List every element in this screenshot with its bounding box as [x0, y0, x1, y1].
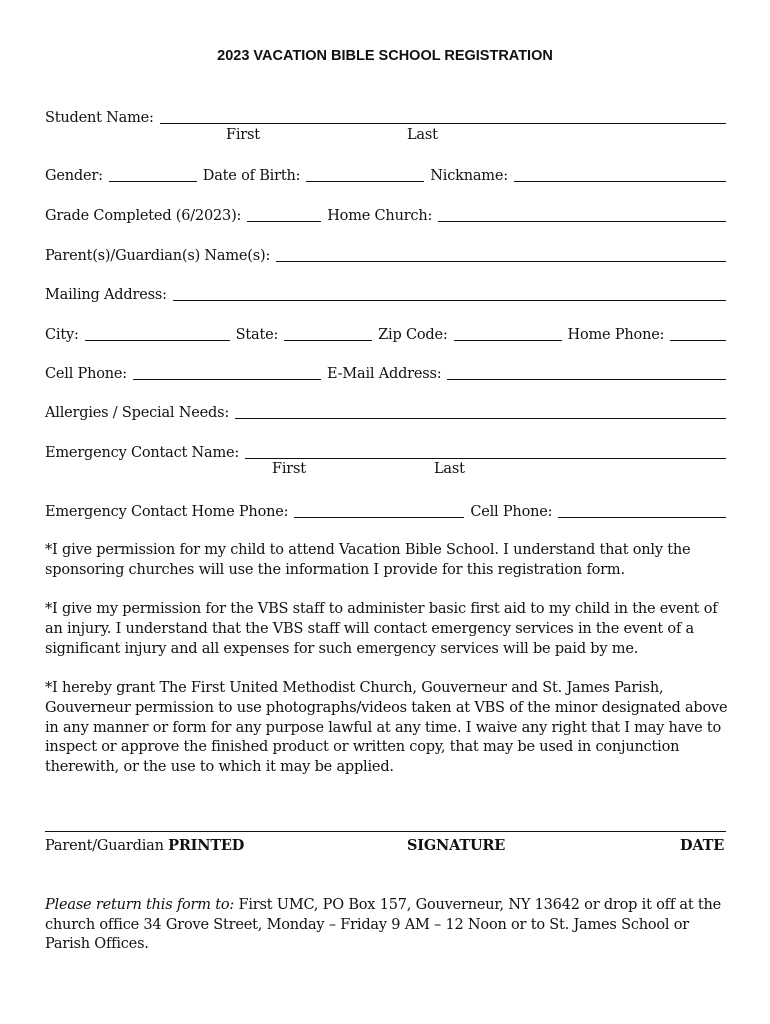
form-title: 2023 VACATION BIBLE SCHOOL REGISTRATION [217, 48, 553, 64]
allergies-row [45, 402, 726, 422]
gender-row [45, 165, 726, 185]
mailing-row [45, 284, 726, 304]
home-phone-label: Home Phone: [567, 327, 665, 343]
parents-label: Parent(s)/Guardian(s) Name(s): [45, 248, 271, 264]
printed-text: PRINTED [168, 837, 245, 854]
emergency-cell-phone-field[interactable] [558, 503, 726, 518]
parent-guardian-text: Parent/Guardian [45, 838, 169, 854]
cell-email-row [45, 363, 726, 383]
allergies-field[interactable] [235, 404, 726, 419]
emergency-name-field[interactable] [245, 444, 726, 459]
emergency-home-phone-label: Emergency Contact Home Phone: [45, 504, 289, 520]
permission-first-aid: *I give my permission for the VBS staff to administer basic first aid to my child in the event of an injury. I understand that the VBS staff will contact emergency services in the event of a significant injury and all expenses for such emergency services will be paid by me. [45, 601, 718, 657]
date-caption: DATE [680, 837, 725, 854]
student-first-caption: First [226, 127, 260, 143]
state-label: State: [235, 327, 279, 343]
nickname-field[interactable] [514, 167, 726, 182]
nickname-label: Nickname: [430, 168, 508, 184]
city-label: City: [45, 327, 79, 343]
emergency-name-row [45, 442, 726, 462]
cell-phone-field[interactable] [133, 365, 321, 380]
dob-label: Date of Birth: [202, 168, 301, 184]
student-name-row [45, 107, 726, 127]
parents-row [45, 245, 726, 265]
emergency-phone-row [45, 501, 726, 521]
home-phone-field[interactable] [670, 326, 726, 341]
allergies-label: Allergies / Special Needs: [45, 405, 230, 421]
return-lead: Please return this form to: [45, 897, 235, 913]
grade-field[interactable] [247, 207, 321, 222]
emergency-cell-phone-label: Cell Phone: [470, 504, 553, 520]
mailing-field[interactable] [173, 286, 726, 301]
student-name-field[interactable] [160, 109, 726, 124]
parents-field[interactable] [276, 247, 726, 262]
emergency-first-caption: First [272, 461, 306, 477]
mailing-label: Mailing Address: [45, 287, 167, 303]
dob-field[interactable] [306, 167, 424, 182]
home-church-field[interactable] [438, 207, 726, 222]
grade-row [45, 205, 726, 225]
state-field[interactable] [284, 326, 372, 341]
signature-line[interactable] [45, 831, 726, 832]
home-church-label: Home Church: [327, 208, 433, 224]
signature-caption: SIGNATURE [407, 837, 506, 854]
emergency-name-label: Emergency Contact Name: [45, 445, 240, 461]
permission-photos: *I hereby grant The First United Methodist Church, Gouverneur and St. James Parish, Gouverneur permission to use photographs/videos taken at VBS of the minor designated above in any manner or form for any purpose lawful at any time. I waive any right that I may have to inspect or approve the finished product or written copy, that may be used in conjunction therewith, or the use to which it may be applied. [45, 680, 728, 776]
gender-label: Gender: [45, 168, 103, 184]
student-last-caption: Last [407, 127, 438, 143]
student-name-label: Student Name: [45, 110, 154, 126]
permission-attend: *I give permission for my child to attend Vacation Bible School. I understand that only the sponsoring churches will use the information I provide for this registration form. [45, 542, 691, 578]
emergency-home-phone-field[interactable] [294, 503, 464, 518]
email-label: E-Mail Address: [327, 366, 442, 382]
zip-label: Zip Code: [378, 327, 448, 343]
city-field[interactable] [85, 326, 230, 341]
grade-label: Grade Completed (6/2023): [45, 208, 242, 224]
return-instructions [45, 896, 735, 955]
printed-name-caption [45, 837, 244, 854]
cell-phone-label: Cell Phone: [45, 366, 127, 382]
return-details: First UMC, PO Box 157, Gouverneur, NY 13642 or drop it off at the church office 34 Grove Street, Monday – Friday 9 AM – 12 Noon or to St. James School or Parish Offices. [45, 897, 722, 952]
emergency-last-caption: Last [434, 461, 465, 477]
gender-field[interactable] [109, 167, 197, 182]
email-field[interactable] [447, 365, 726, 380]
zip-field[interactable] [454, 326, 562, 341]
city-row [45, 324, 726, 344]
